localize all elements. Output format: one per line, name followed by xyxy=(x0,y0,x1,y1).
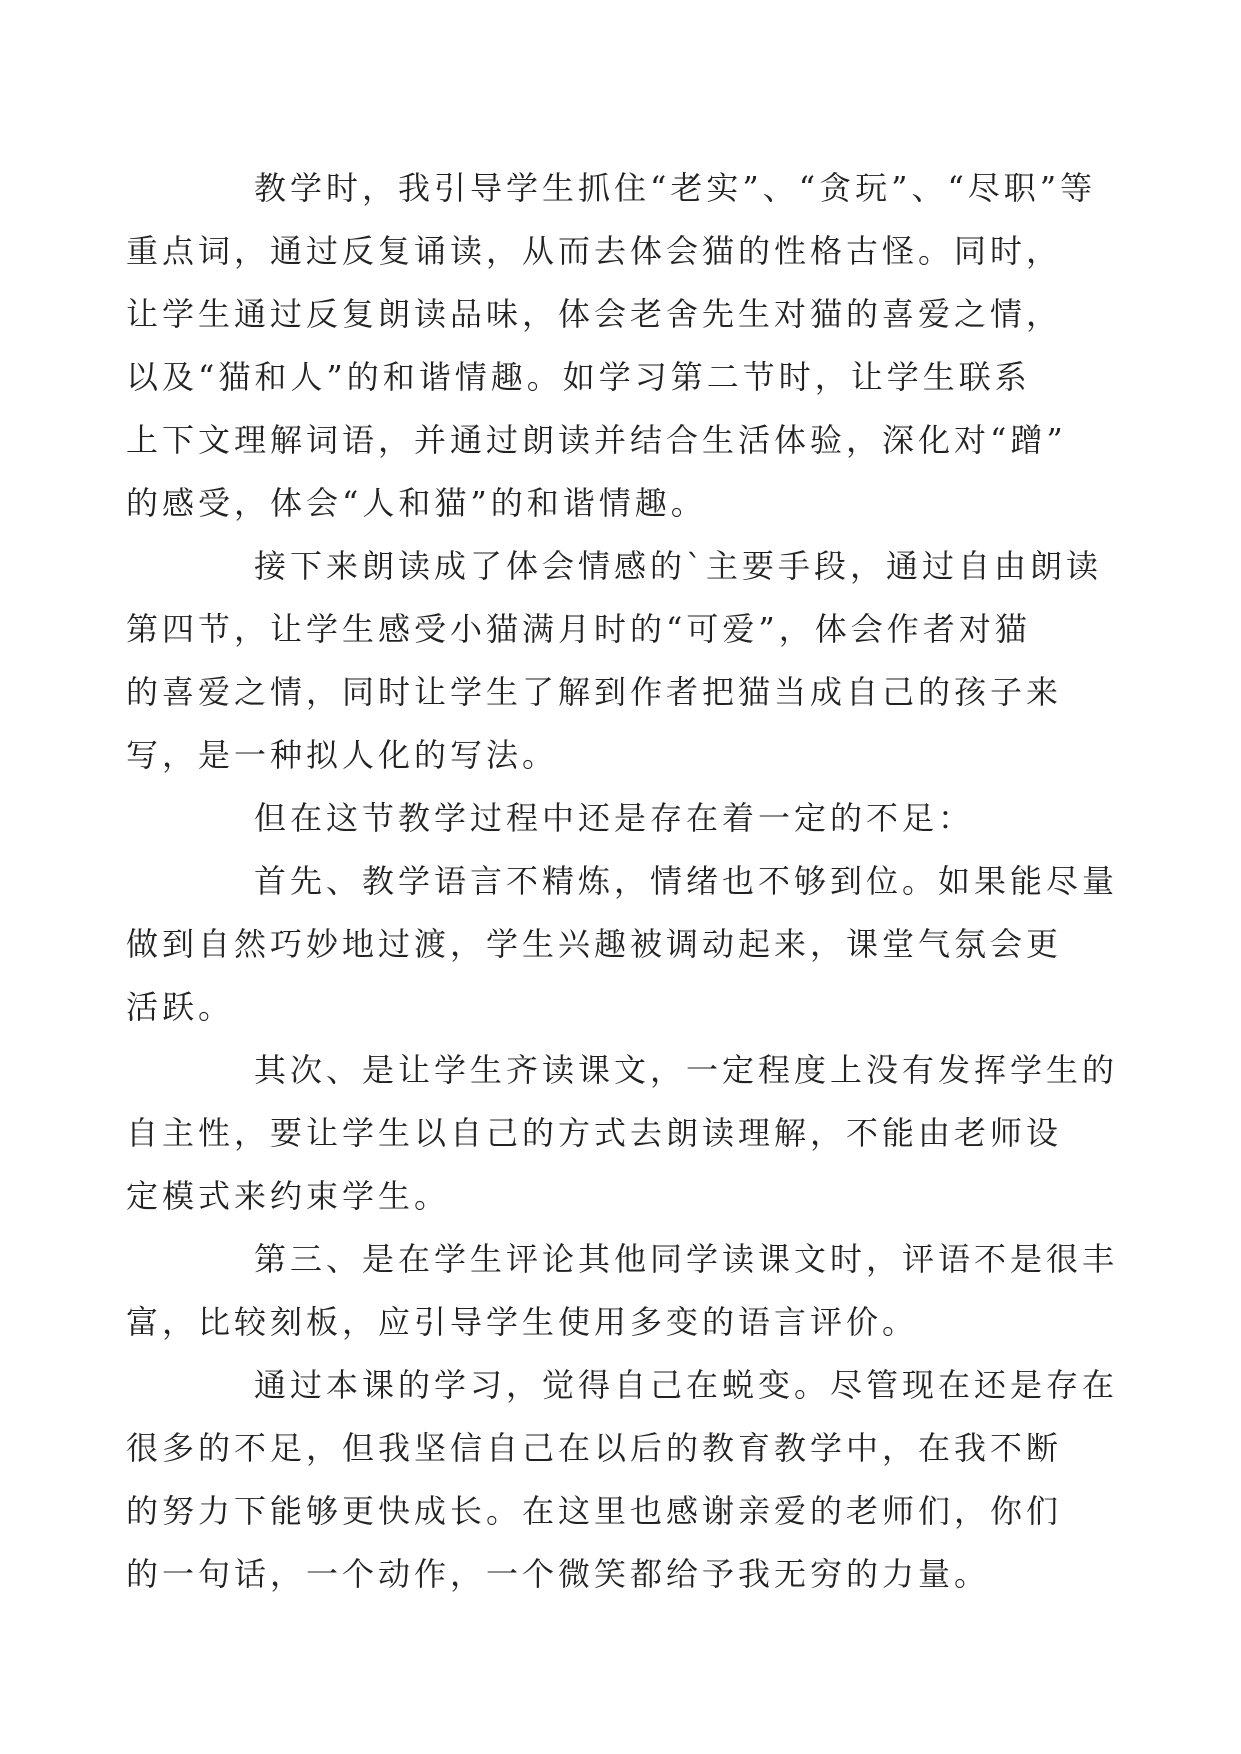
paragraph-6 xyxy=(126,1228,1119,1354)
text-line: 其次、是让学生齐读课文，一定程度上没有发挥学生的 xyxy=(254,1051,1119,1089)
paragraph-7 xyxy=(126,1354,1119,1606)
text-line: 第四节，让学生感受小猫满月时的“可爱”，体会作者对猫 xyxy=(126,610,1031,648)
text-line: 第三、是在学生评论其他同学读课文时，评语不是很丰 xyxy=(254,1240,1119,1278)
text-line: 的一句话，一个动作，一个微笑都给予我无穷的力量。 xyxy=(126,1555,991,1593)
text-line: 很多的不足，但我坚信自己在以后的教育教学中，在我不断 xyxy=(126,1429,1063,1467)
text-line: 通过本课的学习，觉得自己在蜕变。尽管现在还是存在 xyxy=(254,1366,1119,1404)
paragraph-3 xyxy=(190,787,1060,850)
text-line: 的努力下能够更快成长。在这里也感谢亲爱的老师们，你们 xyxy=(126,1492,1063,1530)
text-line: 重点词，通过反复诵读，从而去体会猫的性格古怪。同时， xyxy=(126,232,1063,270)
paragraph-2 xyxy=(126,535,1103,787)
text-line: 的喜爱之情，同时让学生了解到作者把猫当成自己的孩子来 xyxy=(126,673,1063,711)
document-body xyxy=(126,157,1119,1606)
text-line: 教学时，我引导学生抓住“老实”、“贪玩”、“尽职”等 xyxy=(254,169,1097,207)
paragraph-1 xyxy=(126,157,1097,535)
text-line: 以及“猫和人”的和谐情趣。如学习第二节时，让学生联系 xyxy=(126,358,1031,396)
text-line: 定模式来约束学生。 xyxy=(126,1177,451,1215)
paragraph-5 xyxy=(126,1039,1119,1228)
text-line: 上下文理解词语，并通过朗读并结合生活体验，深化对“蹭” xyxy=(126,421,1067,459)
text-line: 但在这节教学过程中还是存在着一定的不足： xyxy=(254,799,975,837)
text-line: 的感受，体会“人和猫”的和谐情趣。 xyxy=(126,484,707,522)
paragraph-4 xyxy=(126,850,1119,1039)
text-line: 活跃。 xyxy=(126,988,235,1026)
text-line: 自主性，要让学生以自己的方式去朗读理解，不能由老师设 xyxy=(126,1114,1063,1152)
text-line: 富，比较刻板，应引导学生使用多变的语言评价。 xyxy=(126,1303,919,1341)
text-line: 让学生通过反复朗读品味，体会老舍先生对猫的喜爱之情， xyxy=(126,295,1063,333)
text-line: 接下来朗读成了体会情感的`主要手段，通过自由朗读 xyxy=(254,547,1103,585)
text-line: 写，是一种拟人化的写法。 xyxy=(126,736,559,774)
text-line: 做到自然巧妙地过渡，学生兴趣被调动起来，课堂气氛会更 xyxy=(126,925,1063,963)
text-line: 首先、教学语言不精炼，情绪也不够到位。如果能尽量 xyxy=(254,862,1119,900)
